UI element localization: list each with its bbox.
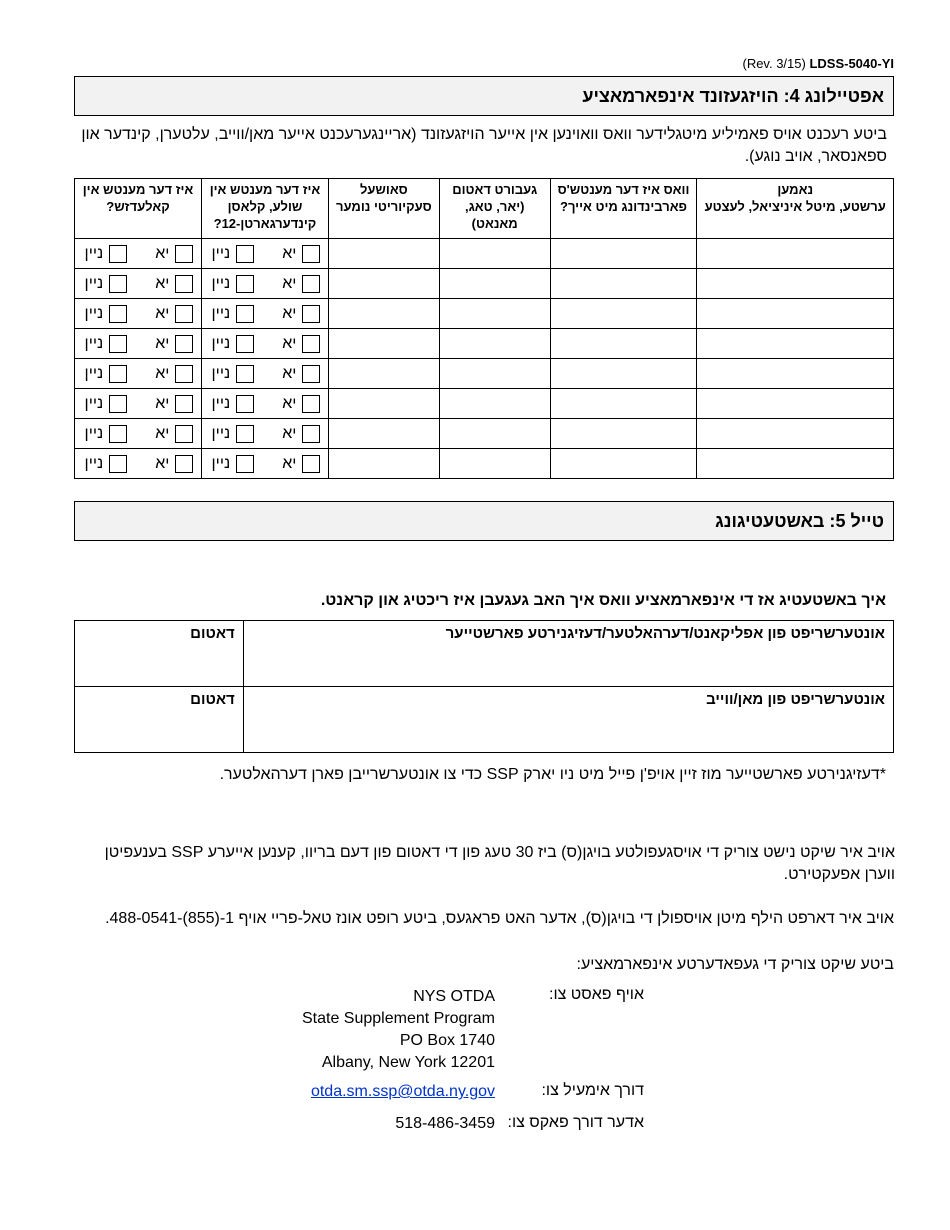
column-header: סאושעל סעקיוריטי נומער [328,179,439,239]
ssn-field[interactable] [328,419,439,449]
column-header: איז דער מענטש אין קאלעדזש? [75,179,202,239]
yes-label: יא [155,274,170,292]
yes-label: יא [282,454,297,472]
email-label: דורך אימעיל צו: [541,1082,644,1099]
ssn-field[interactable] [328,359,439,389]
relationship-field[interactable] [550,269,697,299]
return-warning: אויב איר שיקט נישט צוריק די אויסגעפולטע בויגן(ס) ביז 30 טעג פון די דאטום פון דעם בריוו, קענען אייערע SSP בענעפיטן ווערן אפעקטירט. [104,844,895,883]
yes-label: יא [282,334,297,352]
relationship-field[interactable] [550,239,697,269]
column-header: נאמען ערשטע, מיטל איניציאל, לעצטע [697,179,894,239]
relationship-field[interactable] [550,359,697,389]
applicant-signature-field[interactable] [243,621,893,687]
name-field[interactable] [697,359,894,389]
table-row [75,419,894,449]
school-yes-checkbox[interactable] [302,335,320,353]
table-row [75,389,894,419]
ssn-field[interactable] [328,299,439,329]
no-label: ניין [211,454,231,472]
no-label: ניין [211,364,231,382]
relationship-field[interactable] [550,419,697,449]
email-address [311,1081,495,1103]
name-field[interactable] [697,329,894,359]
school-cell [201,299,328,329]
college-cell [75,299,202,329]
column-header: איז דער מענטש אין שולע, קלאסן קינדערגארטן-12? [201,179,328,239]
household-rows [75,239,894,479]
yes-label: יא [155,364,170,382]
no-label: ניין [211,334,231,352]
college-cell [75,329,202,359]
college-yes-checkbox[interactable] [175,395,193,413]
address-line: NYS OTDA [413,988,495,1005]
school-yes-checkbox[interactable] [302,305,320,323]
school-cell [201,239,328,269]
help-text: אויב איר דארפט הילף מיטן אויספולן די בויגן(ס), אדער האט פראגעס, ביטע רופט אונז טאל-פריי אויף 1-(855)-488-0541. [105,910,894,927]
college-yes-checkbox[interactable] [175,335,193,353]
no-label: ניין [84,394,104,412]
date-label: דאטום [190,691,235,708]
college-cell [75,449,202,479]
table-row [75,449,894,479]
applicant-signature-label: אונטערשריפט פון אפליקאנט/דערהאלטער/דעזיגנירטע פארשטייער [445,625,885,642]
school-no-checkbox[interactable] [236,335,254,353]
school-cell [201,389,328,419]
ssn-field[interactable] [328,269,439,299]
ssn-field[interactable] [328,449,439,479]
yes-label: יא [282,244,297,262]
ssn-field[interactable] [328,389,439,419]
school-no-checkbox[interactable] [236,395,254,413]
yes-label: יא [155,394,170,412]
college-no-checkbox[interactable] [109,365,127,383]
no-label: ניין [211,274,231,292]
college-no-checkbox[interactable] [109,245,127,263]
address-line: PO Box 1740 [399,1032,495,1049]
no-label: ניין [211,244,231,262]
college-no-checkbox[interactable] [109,395,127,413]
school-yes-checkbox[interactable] [302,395,320,413]
applicant-date-field[interactable] [75,621,244,687]
school-no-checkbox[interactable] [236,455,254,473]
birth-date-field[interactable] [439,359,550,389]
table-row [75,329,894,359]
college-cell [75,269,202,299]
yes-label: יא [282,304,297,322]
spouse-signature-label: אונטערשריפט פון מאן/ווייב [706,691,885,708]
name-field[interactable] [697,419,894,449]
yes-label: יא [282,394,297,412]
address-line: Albany, New York 12201 [321,1054,495,1071]
form-revision: (Rev. 3/15) [742,56,806,71]
ssn-field[interactable] [328,239,439,269]
school-yes-checkbox[interactable] [302,425,320,443]
mail-label: אויף פאסט צו: [549,986,644,1003]
yes-label: יא [155,454,170,472]
college-cell [75,359,202,389]
relationship-field[interactable] [550,299,697,329]
name-field[interactable] [697,299,894,329]
no-label: ניין [84,244,104,262]
mailing-address [302,986,495,1074]
college-yes-checkbox[interactable] [175,275,193,293]
section5-header [74,501,894,541]
school-no-checkbox[interactable] [236,305,254,323]
yes-label: יא [155,304,170,322]
school-yes-checkbox[interactable] [302,275,320,293]
no-label: ניין [84,334,104,352]
college-no-checkbox[interactable] [109,425,127,443]
ssn-field[interactable] [328,329,439,359]
no-label: ניין [84,304,104,322]
college-no-checkbox[interactable] [109,455,127,473]
column-header: געבורט דאטום (יאר, טאג, מאנאט) [439,179,550,239]
address-line: State Supplement Program [302,1010,495,1027]
name-field[interactable] [697,239,894,269]
column-header: וואס איז דער מענטש'ס פארבינדונג מיט אייך? [550,179,697,239]
no-label: ניין [211,394,231,412]
relationship-field[interactable] [550,389,697,419]
table-row [75,299,894,329]
yes-label: יא [155,244,170,262]
household-header-row [75,179,894,239]
college-cell [75,419,202,449]
college-yes-checkbox[interactable] [175,455,193,473]
birth-date-field[interactable] [439,239,550,269]
send-back-text: ביטע שיקט צוריק די געפאדערטע אינפארמאציע: [576,956,894,973]
yes-label: יא [282,364,297,382]
section4-intro: ביטע רעכנט אויס פאמיליע מיטגלידער וואס וואוינען אין אייער הויזגעזונד (אריינגערעכנט אייער מאן/ווייב, עלטערן, קינדער און ספאנסאר, אויב נוגע). [81,126,887,165]
yes-label: יא [282,274,297,292]
household-table [74,178,894,479]
college-yes-checkbox[interactable] [175,305,193,323]
college-no-checkbox[interactable] [109,275,127,293]
no-label: ניין [84,424,104,442]
college-yes-checkbox[interactable] [175,365,193,383]
email-link[interactable]: otda.sm.ssp@otda.ny.gov [310,1083,495,1100]
form-id [742,56,894,71]
relationship-field[interactable] [550,329,697,359]
table-row [75,359,894,389]
school-no-checkbox[interactable] [236,365,254,383]
date-label: דאטום [190,625,235,642]
school-cell [201,449,328,479]
spouse-signature-field[interactable] [243,687,893,753]
no-label: ניין [211,304,231,322]
spouse-signature-row [75,687,894,753]
applicant-signature-row [75,621,894,687]
section4-header [74,76,894,116]
relationship-field[interactable] [550,449,697,479]
birth-date-field[interactable] [439,389,550,419]
school-no-checkbox[interactable] [236,245,254,263]
school-no-checkbox[interactable] [236,425,254,443]
name-field[interactable] [697,389,894,419]
birth-date-field[interactable] [439,299,550,329]
school-cell [201,419,328,449]
college-no-checkbox[interactable] [109,335,127,353]
yes-label: יא [155,334,170,352]
birth-date-field[interactable] [439,269,550,299]
fax-number: 518-486-3459 [395,1115,495,1132]
fax-label: אדער דורך פאקס צו: [507,1114,644,1131]
birth-date-field[interactable] [439,329,550,359]
representative-note: *דעזיגנירטע פארשטייער מוז זיין אויפ'ן פייל מיט ניו יארק SSP כדי צו אונטערשרייבן פארן דערהאלטער. [219,766,886,783]
no-label: ניין [211,424,231,442]
certification-statement: איך באשטעטיג אז די אינפארמאציע וואס איך האב געגעבן איז ריכטיג און קראנט. [320,592,886,609]
school-cell [201,269,328,299]
school-yes-checkbox[interactable] [302,455,320,473]
no-label: ניין [84,364,104,382]
college-yes-checkbox[interactable] [175,425,193,443]
birth-date-field[interactable] [439,449,550,479]
yes-label: יא [155,424,170,442]
table-row [75,239,894,269]
college-yes-checkbox[interactable] [175,245,193,263]
signature-table [74,620,894,753]
form-number: LDSS-5040-YI [809,56,894,71]
no-label: ניין [84,274,104,292]
section5-title: טייל 5: באשטעטיגונג [715,510,884,531]
no-label: ניין [84,454,104,472]
birth-date-field[interactable] [439,419,550,449]
school-yes-checkbox[interactable] [302,245,320,263]
section4-title: אפטיילונג 4: הויזגעזונד אינפארמאציע [582,85,884,106]
school-cell [201,329,328,359]
college-no-checkbox[interactable] [109,305,127,323]
yes-label: יא [282,424,297,442]
college-cell [75,239,202,269]
college-cell [75,389,202,419]
name-field[interactable] [697,449,894,479]
table-row [75,269,894,299]
name-field[interactable] [697,269,894,299]
school-cell [201,359,328,389]
spouse-date-field[interactable] [75,687,244,753]
school-no-checkbox[interactable] [236,275,254,293]
school-yes-checkbox[interactable] [302,365,320,383]
